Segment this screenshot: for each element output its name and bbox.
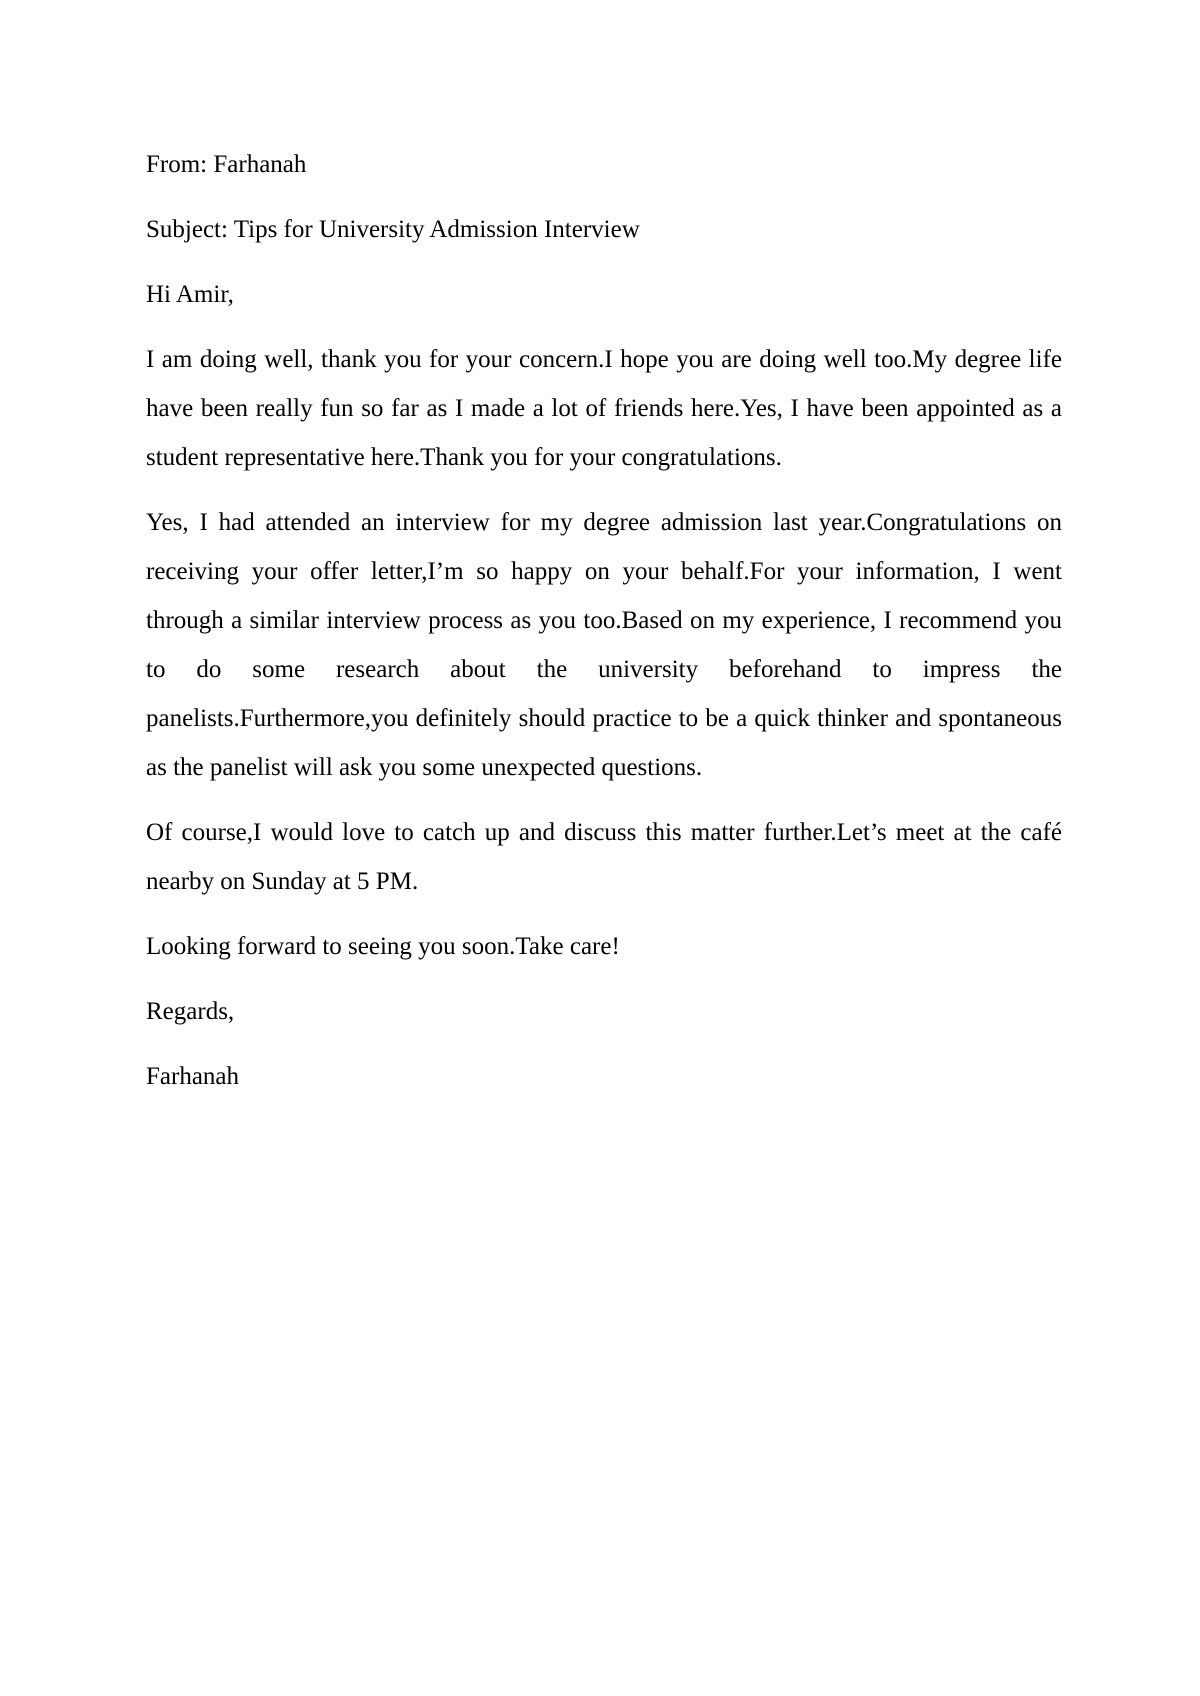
paragraph-3: Of course,I would love to catch up and discuss this matter further.Let’s meet at the café nearby on Sunday at 5 PM. [146,819,1062,895]
signoff: Regards, [146,998,235,1025]
letter-body [146,140,1062,1117]
closing-line: Looking forward to seeing you soon.Take care! [146,933,620,960]
subject-line: Subject: Tips for University Admission Interview [146,216,640,243]
from-line: From: Farhanah [146,151,307,178]
paragraph-1: I am doing well, thank you for your concern.I hope you are doing well too.My degree life have been really fun so far as I made a lot of friends here.Yes, I have been appointed as a student representative here.Thank you for your congratulations. [146,346,1062,471]
greeting: Hi Amir, [146,281,234,308]
signature: Farhanah [146,1063,240,1090]
paragraph-2: Yes, I had attended an interview for my degree admission last year.Congratulations on receiving your offer letter,I’m so happy on your behalf.For your information, I went through a similar interview process as you too.Based on my experience, I recommend you to do some research about the university beforehand to impress the panelists.Furthermore,you definitely should practice to be a quick thinker and spontaneous as the panelist will ask you some unexpected questions. [146,509,1062,781]
